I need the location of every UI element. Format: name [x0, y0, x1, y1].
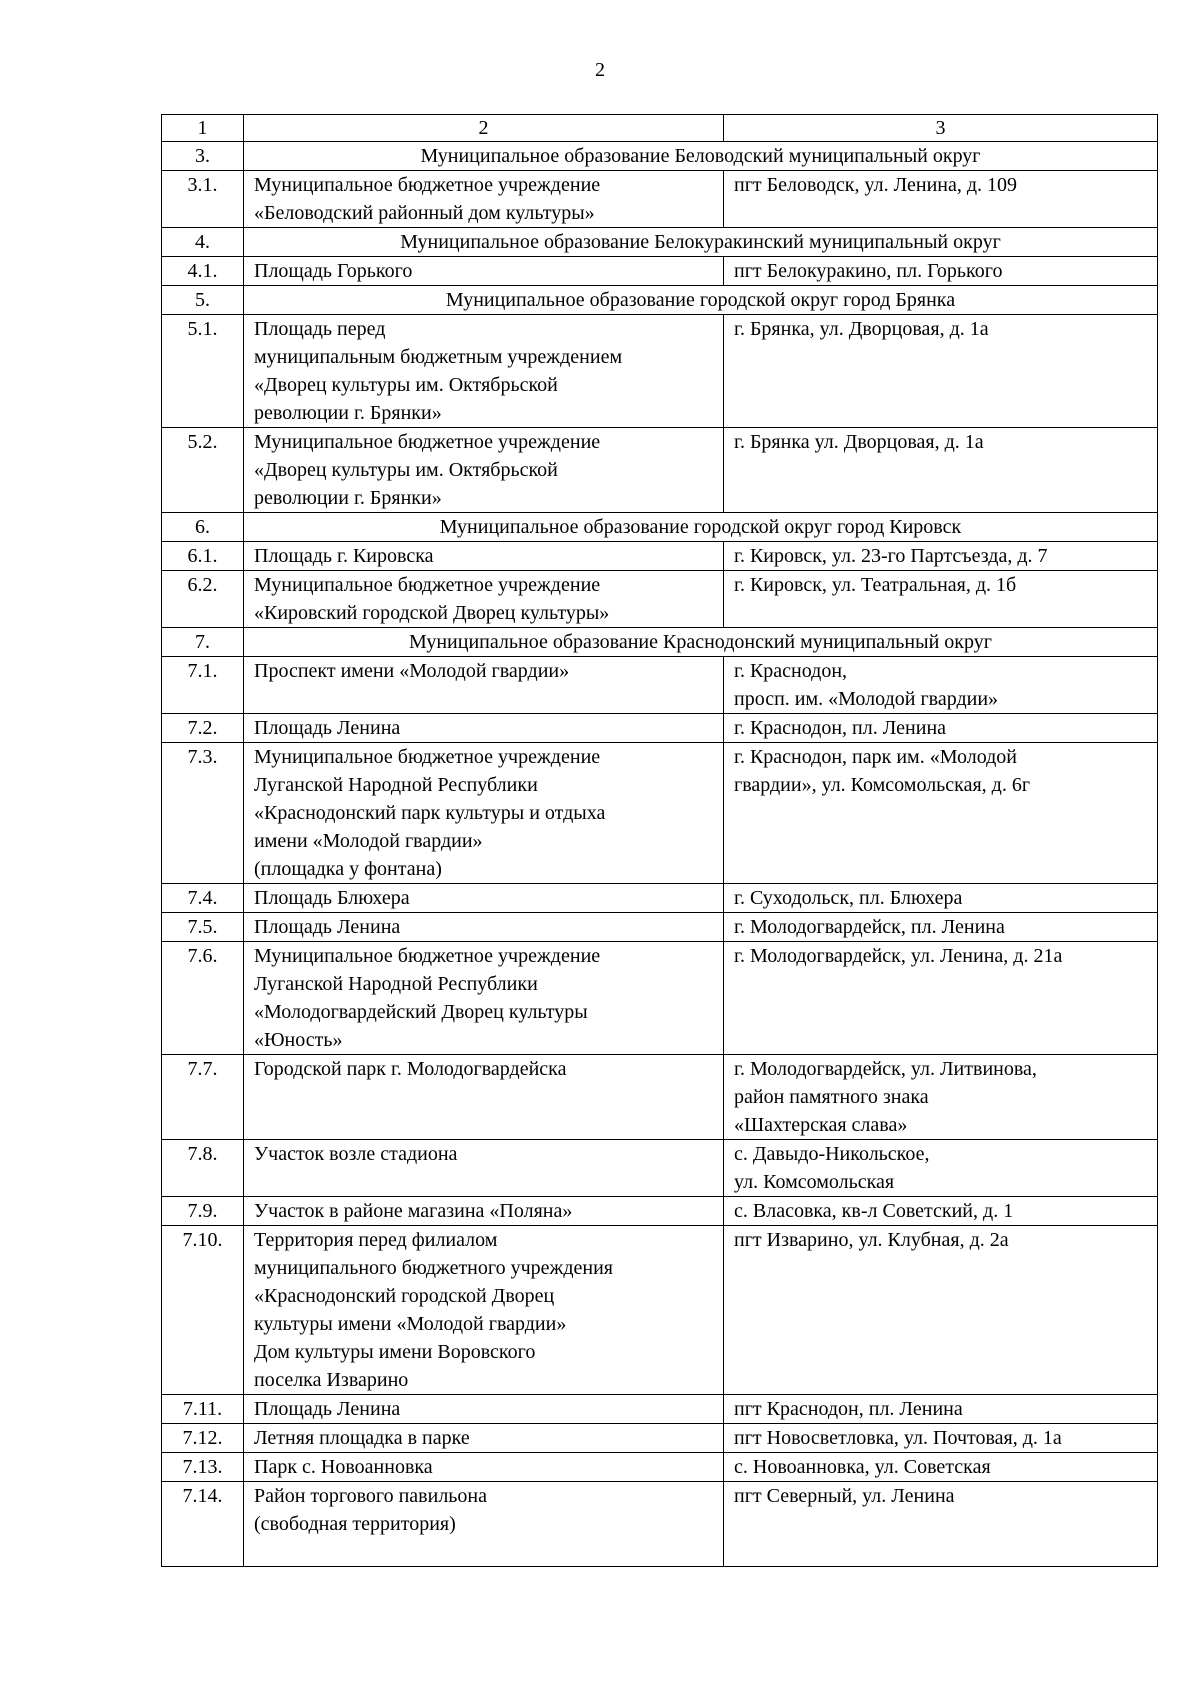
location-name: Участок возле стадиона — [244, 1140, 724, 1197]
row-number: 7.4. — [162, 884, 244, 913]
table-row — [162, 942, 1158, 1055]
location-address: г. Кировск, ул. Театральная, д. 1б — [724, 571, 1158, 628]
row-number: 7.13. — [162, 1453, 244, 1482]
location-address: с. Давыдо-Никольское, ул. Комсомольская — [724, 1140, 1158, 1197]
section-row — [162, 628, 1158, 657]
table-header-row — [162, 115, 1158, 142]
location-address: г. Молодогвардейск, ул. Ленина, д. 21а — [724, 942, 1158, 1055]
row-number: 3. — [162, 142, 244, 171]
section-title: Муниципальное образование Краснодонский муниципальный округ — [244, 628, 1158, 657]
location-name: Район торгового павильона (свободная территория) — [244, 1482, 724, 1567]
location-name: Площадь Ленина — [244, 1395, 724, 1424]
table-row — [162, 913, 1158, 942]
section-title: Муниципальное образование Белокуракинский муниципальный округ — [244, 228, 1158, 257]
location-name: Площадь Блюхера — [244, 884, 724, 913]
location-address: г. Краснодон, просп. им. «Молодой гвардии» — [724, 657, 1158, 714]
row-number: 7.1. — [162, 657, 244, 714]
row-number: 7.11. — [162, 1395, 244, 1424]
section-row — [162, 286, 1158, 315]
location-name: Площадь Горького — [244, 257, 724, 286]
row-number: 7. — [162, 628, 244, 657]
location-address: г. Краснодон, парк им. «Молодой гвардии», ул. Комсомольская, д. 6г — [724, 743, 1158, 884]
table-row — [162, 542, 1158, 571]
section-title: Муниципальное образование городской округ город Брянка — [244, 286, 1158, 315]
row-number: 5.2. — [162, 428, 244, 513]
table-row — [162, 1453, 1158, 1482]
location-address: пгт Белокуракино, пл. Горького — [724, 257, 1158, 286]
row-number: 7.6. — [162, 942, 244, 1055]
location-name: Муниципальное бюджетное учреждение Луганской Народной Республики «Краснодонский парк культуры и отдыха имени «Молодой гвардии» (площадка у фонтана) — [244, 743, 724, 884]
row-number: 7.8. — [162, 1140, 244, 1197]
table-row — [162, 428, 1158, 513]
location-name: Площадь Ленина — [244, 913, 724, 942]
location-address: пгт Краснодон, пл. Ленина — [724, 1395, 1158, 1424]
location-name: Площадь Ленина — [244, 714, 724, 743]
table-row — [162, 714, 1158, 743]
table-row — [162, 1424, 1158, 1453]
row-number: 3.1. — [162, 171, 244, 228]
table-row — [162, 1395, 1158, 1424]
column-header-number: 1 — [162, 115, 244, 142]
location-address: пгт Северный, ул. Ленина — [724, 1482, 1158, 1567]
row-number: 7.5. — [162, 913, 244, 942]
row-number: 6.2. — [162, 571, 244, 628]
row-number: 7.10. — [162, 1226, 244, 1395]
location-address: с. Новоанновка, ул. Советская — [724, 1453, 1158, 1482]
column-header-name: 2 — [244, 115, 724, 142]
location-name: Муниципальное бюджетное учреждение «Дворец культуры им. Октябрьской революции г. Брянки» — [244, 428, 724, 513]
table-row — [162, 657, 1158, 714]
section-title: Муниципальное образование Беловодский муниципальный округ — [244, 142, 1158, 171]
location-address: г. Брянка, ул. Дворцовая, д. 1а — [724, 315, 1158, 428]
location-name: Площадь г. Кировска — [244, 542, 724, 571]
table-row — [162, 315, 1158, 428]
section-row — [162, 228, 1158, 257]
table-row — [162, 1197, 1158, 1226]
table-row — [162, 1055, 1158, 1140]
location-name: Площадь перед муниципальным бюджетным учреждением «Дворец культуры им. Октябрьской революции г. Брянки» — [244, 315, 724, 428]
table-row — [162, 571, 1158, 628]
table-row — [162, 1482, 1158, 1567]
row-number: 7.9. — [162, 1197, 244, 1226]
location-address: пгт Изварино, ул. Клубная, д. 2а — [724, 1226, 1158, 1395]
locations-table — [161, 114, 1158, 1567]
section-row — [162, 142, 1158, 171]
location-address: г. Суходольск, пл. Блюхера — [724, 884, 1158, 913]
table-row — [162, 743, 1158, 884]
row-number: 7.12. — [162, 1424, 244, 1453]
location-address: с. Власовка, кв-л Советский, д. 1 — [724, 1197, 1158, 1226]
location-name: Проспект имени «Молодой гвардии» — [244, 657, 724, 714]
location-name: Муниципальное бюджетное учреждение «Кировский городской Дворец культуры» — [244, 571, 724, 628]
section-title: Муниципальное образование городской округ город Кировск — [244, 513, 1158, 542]
page-number: 2 — [595, 59, 605, 81]
location-address: пгт Беловодск, ул. Ленина, д. 109 — [724, 171, 1158, 228]
location-address: г. Молодогвардейск, ул. Литвинова, район памятного знака «Шахтерская слава» — [724, 1055, 1158, 1140]
location-address: г. Краснодон, пл. Ленина — [724, 714, 1158, 743]
row-number: 7.2. — [162, 714, 244, 743]
table-row — [162, 171, 1158, 228]
location-name: Муниципальное бюджетное учреждение «Беловодский районный дом культуры» — [244, 171, 724, 228]
table-row — [162, 1140, 1158, 1197]
row-number: 5.1. — [162, 315, 244, 428]
location-address: г. Молодогвардейск, пл. Ленина — [724, 913, 1158, 942]
row-number: 7.14. — [162, 1482, 244, 1567]
location-name: Городской парк г. Молодогвардейска — [244, 1055, 724, 1140]
column-header-address: 3 — [724, 115, 1158, 142]
location-name: Парк с. Новоанновка — [244, 1453, 724, 1482]
row-number: 7.3. — [162, 743, 244, 884]
row-number: 5. — [162, 286, 244, 315]
location-name: Территория перед филиалом муниципального бюджетного учреждения «Краснодонский городской Дворец культуры имени «Молодой гвардии» Дом культуры имени Воровского поселка Изварино — [244, 1226, 724, 1395]
location-address: пгт Новосветловка, ул. Почтовая, д. 1а — [724, 1424, 1158, 1453]
location-address: г. Кировск, ул. 23-го Партсъезда, д. 7 — [724, 542, 1158, 571]
table-row — [162, 1226, 1158, 1395]
section-row — [162, 513, 1158, 542]
row-number: 4. — [162, 228, 244, 257]
row-number: 6.1. — [162, 542, 244, 571]
table-body — [162, 115, 1158, 1567]
location-address: г. Брянка ул. Дворцовая, д. 1а — [724, 428, 1158, 513]
row-number: 6. — [162, 513, 244, 542]
row-number: 4.1. — [162, 257, 244, 286]
location-name: Участок в районе магазина «Поляна» — [244, 1197, 724, 1226]
location-name: Муниципальное бюджетное учреждение Луганской Народной Республики «Молодогвардейский Дворец культуры «Юность» — [244, 942, 724, 1055]
table-row — [162, 884, 1158, 913]
table-row — [162, 257, 1158, 286]
row-number: 7.7. — [162, 1055, 244, 1140]
location-name: Летняя площадка в парке — [244, 1424, 724, 1453]
